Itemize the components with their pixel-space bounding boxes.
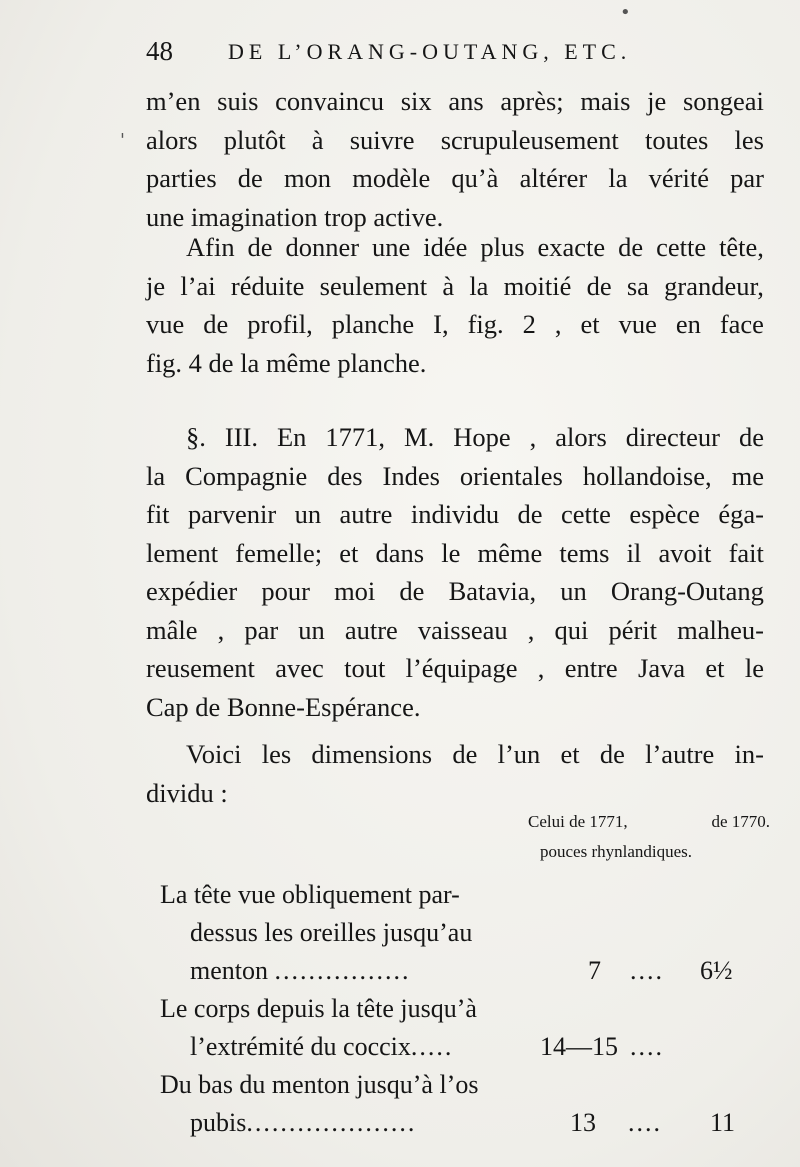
- leader-dots: ....: [630, 1032, 664, 1061]
- word: I,: [433, 309, 449, 339]
- word: fit: [146, 499, 170, 529]
- dimension-value-line: [160, 1104, 770, 1142]
- word: alors: [555, 422, 607, 452]
- word: l’un: [497, 739, 541, 769]
- word: mâle: [146, 614, 198, 645]
- word: à: [442, 270, 455, 301]
- word: alors: [146, 124, 198, 155]
- word: in-: [734, 739, 764, 769]
- word: sa: [626, 270, 649, 301]
- word: et: [339, 537, 359, 568]
- word: ,: [554, 309, 562, 339]
- word: Orang-Outang: [610, 576, 764, 606]
- text-line: [146, 572, 764, 611]
- word: entre: [564, 653, 618, 683]
- word: Indes: [382, 460, 440, 491]
- word: face: [719, 309, 764, 339]
- word: autre: [339, 499, 393, 529]
- word: hollandoise,: [582, 460, 712, 491]
- dimension-value-line: [160, 952, 770, 990]
- word: exacte: [537, 232, 606, 262]
- word: moitié: [503, 270, 572, 301]
- word: l’autre: [645, 739, 715, 769]
- text-line: [146, 649, 764, 688]
- word: ,: [527, 614, 535, 645]
- word: de: [517, 499, 543, 529]
- text-line: [146, 457, 764, 496]
- word: lement: [146, 537, 219, 568]
- dimension-label: menton: [190, 956, 268, 985]
- word: Compagnie: [185, 460, 308, 491]
- word: m’en: [146, 86, 201, 116]
- text-line: [146, 495, 764, 534]
- text-line: [146, 611, 764, 650]
- word: il: [626, 537, 642, 568]
- word: autre: [344, 614, 398, 645]
- word: §.: [186, 422, 206, 452]
- leader-dots: ....................: [246, 1108, 417, 1137]
- word: fig.: [467, 309, 504, 339]
- text-line: [146, 228, 764, 267]
- word: de: [247, 232, 273, 262]
- word: par: [730, 163, 764, 193]
- text-line: fig. 4 de la même planche.: [146, 347, 427, 378]
- word: me: [731, 460, 764, 491]
- word: ,: [529, 422, 537, 452]
- page-number: 48: [146, 36, 173, 66]
- word: à: [311, 124, 324, 155]
- word: expédier: [146, 576, 238, 606]
- word: vaisseau: [417, 614, 508, 645]
- leader-dots: ....: [630, 956, 664, 985]
- word: ,: [217, 614, 225, 645]
- word: scrupuleusement: [440, 124, 619, 155]
- dimension-label: pubis: [190, 1108, 247, 1137]
- word: donner: [285, 232, 360, 262]
- word: suivre: [349, 124, 415, 155]
- word: Batavia,: [448, 576, 537, 606]
- dimension-entry-pubis: [160, 1066, 770, 1142]
- word: un: [298, 614, 325, 645]
- leader-dots: ....: [628, 1108, 662, 1137]
- value-1770: 6½: [700, 956, 733, 985]
- word: fait: [728, 537, 764, 568]
- word: de: [618, 232, 644, 262]
- word: la: [469, 270, 489, 301]
- unit-label: pouces rhynlandiques.: [540, 842, 693, 861]
- paragraph-2: [146, 228, 764, 382]
- word: tête,: [719, 232, 764, 262]
- word: plus: [480, 232, 525, 262]
- word: cette: [560, 499, 611, 529]
- word: Hope: [453, 422, 511, 452]
- dimension-label-line: Du bas du menton jusqu’à l’os: [160, 1070, 479, 1099]
- text-line: [146, 82, 764, 121]
- paragraph-4: [146, 735, 764, 812]
- word: III.: [224, 422, 258, 452]
- word: de: [599, 739, 625, 769]
- page-header: [146, 36, 766, 72]
- word: vue: [618, 309, 657, 339]
- word: ,: [537, 653, 545, 683]
- word: moi: [334, 576, 376, 606]
- word: qu’à: [451, 163, 499, 193]
- dimension-label-line: Le corps depuis la tête jusqu’à: [160, 994, 477, 1023]
- word: idée: [423, 232, 468, 262]
- text-line: [146, 305, 764, 344]
- word: ans: [448, 86, 484, 116]
- word: une: [372, 232, 411, 262]
- word: seulement: [319, 270, 428, 301]
- word: par: [244, 614, 279, 645]
- word: avec: [275, 653, 324, 683]
- word: de: [586, 270, 612, 301]
- paragraph-3: [146, 418, 764, 726]
- column-headings: [500, 812, 770, 868]
- word: les: [261, 739, 292, 769]
- word: Voici: [186, 739, 242, 769]
- text-line: [146, 121, 764, 160]
- word: six: [400, 86, 432, 116]
- word: tems: [559, 537, 610, 568]
- word: après;: [500, 86, 564, 116]
- word: même: [477, 537, 543, 568]
- dimension-value-line: [160, 1028, 770, 1066]
- word: l’ai: [180, 270, 216, 301]
- value-1771: 14—15: [540, 1032, 618, 1061]
- word: grandeur,: [664, 270, 764, 301]
- word: 1771,: [325, 422, 386, 452]
- word: un: [294, 499, 322, 529]
- margin-mark: •: [620, 2, 631, 23]
- word: des: [327, 460, 363, 491]
- word: songeai: [682, 86, 764, 116]
- value-1770: 11: [710, 1108, 736, 1137]
- word: de: [399, 576, 425, 606]
- word: directeur: [625, 422, 720, 452]
- text-line: une imagination trop active.: [146, 201, 444, 232]
- text-line: Cap de Bonne-Espérance.: [146, 691, 421, 722]
- word: réduite: [230, 270, 305, 301]
- text-line: [146, 159, 764, 198]
- word: parvenir: [187, 499, 277, 529]
- word: de: [237, 163, 263, 193]
- word: les: [734, 124, 764, 155]
- word: dans: [375, 537, 425, 568]
- word: l’équipage: [405, 653, 518, 683]
- text-line: [146, 267, 764, 306]
- word: suis: [217, 86, 259, 116]
- word: mais: [580, 86, 631, 116]
- dimension-label: l’extrémité du coccix: [190, 1032, 411, 1061]
- word: le: [744, 653, 764, 683]
- word: mon: [283, 163, 332, 193]
- text-line: [146, 418, 764, 457]
- dimension-entry-head: [160, 876, 770, 990]
- word: de: [203, 309, 229, 339]
- word: et: [560, 739, 580, 769]
- text-line: [146, 735, 764, 774]
- value-1771: 13: [570, 1108, 596, 1137]
- word: périt: [608, 614, 658, 645]
- word: la: [608, 163, 628, 193]
- word: je: [647, 86, 667, 116]
- leader-dots: ................: [274, 956, 411, 985]
- word: altérer: [519, 163, 588, 193]
- running-head: DE L’ORANG-OUTANG, ETC.: [228, 39, 632, 64]
- word: avoit: [658, 537, 712, 568]
- word: dimensions: [311, 739, 433, 769]
- column-heading-1771: Celui de 1771,: [528, 812, 628, 831]
- value-1771: 7: [588, 956, 601, 985]
- word: planche: [331, 309, 415, 339]
- word: et: [705, 653, 725, 683]
- word: qui: [554, 614, 589, 645]
- word: En: [276, 422, 307, 452]
- word: 2: [522, 309, 536, 339]
- word: reusement: [146, 653, 255, 683]
- word: en: [675, 309, 701, 339]
- word: de: [452, 739, 478, 769]
- dimension-label-line: La tête vue obliquement par-: [160, 880, 460, 909]
- word: vérité: [648, 163, 709, 193]
- word: je: [146, 270, 166, 301]
- word: Afin: [186, 232, 235, 262]
- word: et: [580, 309, 600, 339]
- word: un: [560, 576, 587, 606]
- word: pour: [261, 576, 310, 606]
- word: espèce: [629, 499, 700, 529]
- leader-dots: .....: [410, 1032, 454, 1061]
- word: orientales: [459, 460, 563, 491]
- dimension-label-line: dessus les oreilles jusqu’au: [190, 918, 473, 947]
- word: M.: [404, 422, 435, 452]
- word: individu: [410, 499, 500, 529]
- word: le: [441, 537, 461, 568]
- word: la: [146, 460, 166, 491]
- word: malheu-: [677, 614, 764, 645]
- word: femelle;: [235, 537, 323, 568]
- column-heading-1770: de 1770.: [711, 812, 770, 831]
- word: toutes: [645, 124, 709, 155]
- word: cette: [656, 232, 707, 262]
- margin-mark: ': [120, 130, 125, 151]
- word: éga-: [718, 499, 764, 529]
- word: tout: [344, 653, 386, 683]
- word: vue: [146, 309, 185, 339]
- word: convaincu: [275, 86, 385, 116]
- word: de: [738, 422, 764, 452]
- word: modèle: [352, 163, 431, 193]
- text-line: [146, 534, 764, 573]
- word: Java: [638, 653, 686, 683]
- word: plutôt: [223, 124, 286, 155]
- dimension-entry-body: [160, 990, 770, 1066]
- word: parties: [146, 163, 217, 193]
- text-line: dividu :: [146, 777, 228, 808]
- word: profil,: [247, 309, 313, 339]
- dimensions-table: [160, 876, 770, 1142]
- paragraph-1: [146, 82, 764, 236]
